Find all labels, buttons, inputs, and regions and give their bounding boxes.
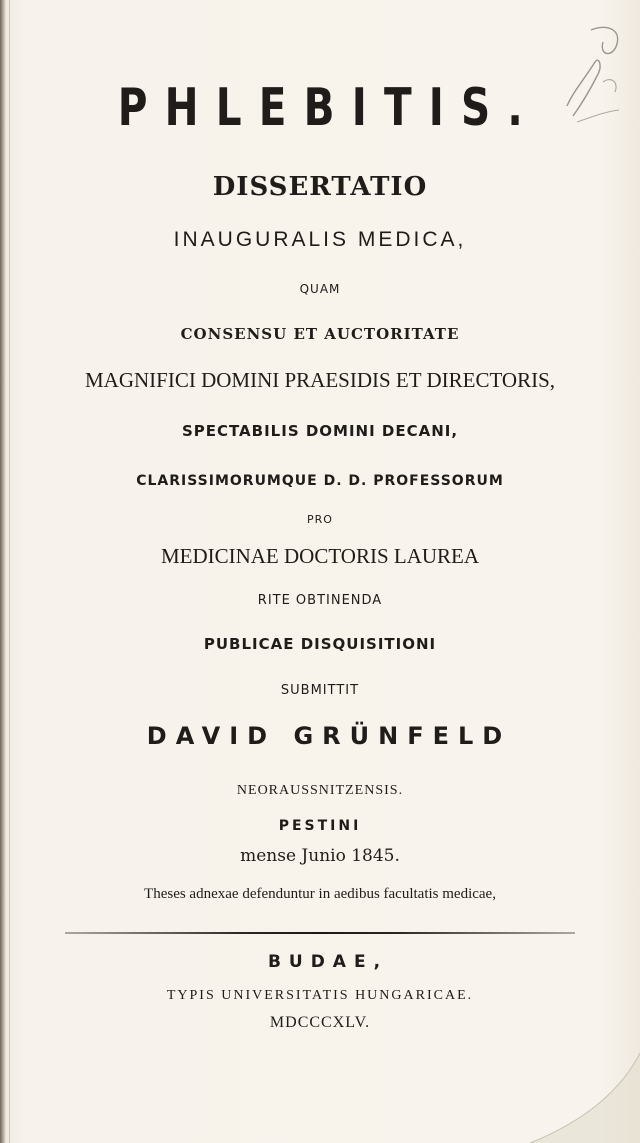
clarissimorum-text: CLARISSIMORUMQUE D. D. PROFESSORUM: [136, 473, 504, 489]
pro-text: PRO: [307, 513, 333, 526]
spectabilis-text: SPECTABILIS DOMINI DECANI,: [181, 422, 459, 440]
consensu-text: CONSENSU ET AUCTORITATE: [180, 325, 460, 343]
imprint-printer: TYPIS UNIVERSITATIS HUNGARICAE.: [166, 988, 474, 1003]
imprint-year: MDCCCXLV.: [269, 1014, 371, 1031]
place-text: PESTINI: [278, 818, 362, 834]
divider-rule: [65, 932, 575, 934]
theses-text: Theses adnexae defenduntur in aedibus facultatis medicae,: [144, 886, 496, 902]
quam-text: QUAM: [299, 282, 341, 296]
publicae-text: PUBLICAE DISQUISITIONI: [203, 635, 437, 653]
author-name: DAVID GRÜNFELD: [146, 722, 512, 750]
rite-text: RITE OBTINENDA: [257, 593, 383, 608]
document-title: PHLEBITIS.: [117, 78, 540, 138]
page-curl-icon: [520, 1053, 640, 1143]
medicinae-text: MEDICINAE DOCTORIS LAUREA: [160, 544, 480, 568]
dissertatio-heading: DISSERTATIO: [212, 172, 428, 202]
submittit-text: SUBMITTIT: [280, 683, 360, 698]
author-origin: NEORAUSSNITZENSIS.: [236, 783, 404, 798]
magnifici-text: MAGNIFICI DOMINI PRAESIDIS ET DIRECTORIS,: [85, 368, 555, 392]
inauguralis-heading: INAUGURALIS MEDICA,: [173, 228, 467, 251]
date-text: mense Junio 1845.: [240, 846, 400, 866]
imprint-city: BUDAE,: [267, 952, 389, 972]
